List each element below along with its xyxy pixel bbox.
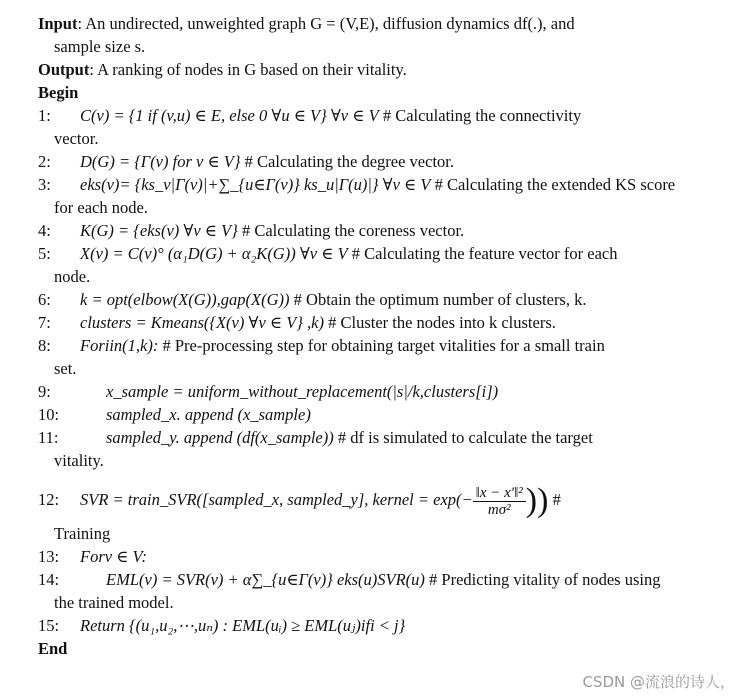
step-11-cont: vitality.: [54, 451, 104, 470]
step-comment: # Calculating the degree vector.: [240, 152, 454, 171]
step-3: [38, 173, 728, 196]
step-1: [38, 104, 728, 127]
output-text: : A ranking of nodes in G based on their vitality.: [89, 60, 407, 79]
step-comment: # Calculating the feature vector for each: [347, 244, 618, 263]
step-number: 1:: [38, 106, 51, 125]
step-comment: # Pre-processing step for obtaining target vitalities for a small train: [158, 336, 605, 355]
step-number: 7:: [38, 313, 51, 332]
step-12-cont: Training: [54, 524, 111, 543]
step-expression: Return {(u₁,u₂,⋯,uₙ) : EML(uᵢ) ≥ EML(uⱼ)ifi < j}: [80, 616, 406, 635]
step-14: [38, 568, 728, 591]
step-number: 10:: [38, 405, 60, 424]
step-number: 9:: [38, 382, 51, 401]
algorithm-block: [38, 12, 728, 660]
step-5: [38, 242, 728, 265]
step-number: 14:: [38, 570, 60, 589]
output-label: Output: [38, 60, 90, 79]
step-5-cont: node.: [54, 267, 91, 286]
step-comment: # Predicting vitality of nodes using: [424, 570, 661, 589]
step-number: 13:: [38, 547, 60, 566]
step-13: [38, 545, 728, 568]
step-comment: # Calculating the connectivity: [378, 106, 582, 125]
step-9: [38, 380, 728, 403]
step-expression: SVR = train_SVR([sampled_x, sampled_y], kernel = exp(−: [80, 490, 473, 509]
fraction-denominator: mσ²: [487, 501, 511, 518]
step-1-cont: vector.: [54, 129, 99, 148]
input-text: : An undirected, unweighted graph G = (V,E), diffusion dynamics df(.), and: [77, 14, 575, 33]
step-12: [38, 478, 728, 522]
step-10: [38, 403, 728, 426]
step-number: 15:: [38, 616, 60, 635]
input-line: [38, 12, 728, 35]
kernel-fraction: [473, 485, 526, 518]
begin-keyword: Begin: [38, 83, 79, 102]
step-expression: D(G) = {Γ(v) for v ∈ V}: [80, 152, 241, 171]
step-comment: #: [548, 490, 561, 509]
step-number: 11:: [38, 428, 59, 447]
step-15: [38, 614, 728, 637]
step-expression: K(G) = {eks(v) ∀v ∈ V}: [80, 221, 238, 240]
step-2: [38, 150, 728, 173]
step-expression: C(v) = {1 if (v,u) ∈ E, else 0 ∀u ∈ V} ∀v ∈ V: [80, 106, 379, 125]
step-expression: Foriin(1,k):: [80, 336, 159, 355]
step-expression: sampled_x. append (x_sample): [106, 405, 311, 424]
step-expression: X(v) = C(v)° (α₁D(G) + α₂K(G)) ∀v ∈ V: [80, 244, 348, 263]
step-comment: # Calculating the extended KS score: [430, 175, 676, 194]
step-3-cont: for each node.: [54, 198, 148, 217]
step-number: 2:: [38, 152, 51, 171]
step-comment: # Cluster the nodes into k clusters.: [323, 313, 556, 332]
step-8-cont: set.: [54, 359, 77, 378]
step-comment: # Obtain the optimum number of clusters, k.: [289, 290, 587, 309]
step-number: 6:: [38, 290, 51, 309]
step-number: 4:: [38, 221, 51, 240]
end-keyword: End: [38, 639, 68, 658]
csdn-watermark: CSDN @流浪的诗人，: [582, 673, 735, 691]
step-14-cont: the trained model.: [54, 593, 174, 612]
step-number: 3:: [38, 175, 51, 194]
closing-parens: )): [525, 482, 549, 520]
fraction-numerator: ‖x − x′‖²: [473, 485, 526, 502]
input-label: Input: [38, 14, 78, 33]
step-expression: EML(v) = SVR(v) + α∑_{u∈Γ(v)} eks(u)SVR(u): [106, 570, 425, 589]
step-expression: k = opt(elbow(X(G)),gap(X(G)): [80, 290, 290, 309]
input-line-cont: sample size s.: [54, 37, 146, 56]
step-expression: clusters = Kmeans({X(v) ∀v ∈ V} ,k): [80, 313, 324, 332]
step-number: 5:: [38, 244, 51, 263]
step-7: [38, 311, 728, 334]
step-expression: eks(v)= {ks_v|Γ(v)|+∑_{u∈Γ(v)} ks_u|Γ(u)|} ∀v ∈ V: [80, 175, 431, 194]
step-4: [38, 219, 728, 242]
step-6: [38, 288, 728, 311]
step-8: [38, 334, 728, 357]
step-number: 8:: [38, 336, 51, 355]
step-expression: Forv ∈ V:: [80, 547, 148, 566]
step-expression: x_sample = uniform_without_replacement(|s|/k,clusters[i]): [106, 382, 499, 401]
step-11: [38, 426, 728, 449]
step-expression: sampled_y. append (df(x_sample)): [106, 428, 334, 447]
step-number: 12:: [38, 490, 60, 509]
output-line: [38, 58, 728, 81]
step-comment: # df is simulated to calculate the target: [333, 428, 593, 447]
step-comment: # Calculating the coreness vector.: [237, 221, 465, 240]
